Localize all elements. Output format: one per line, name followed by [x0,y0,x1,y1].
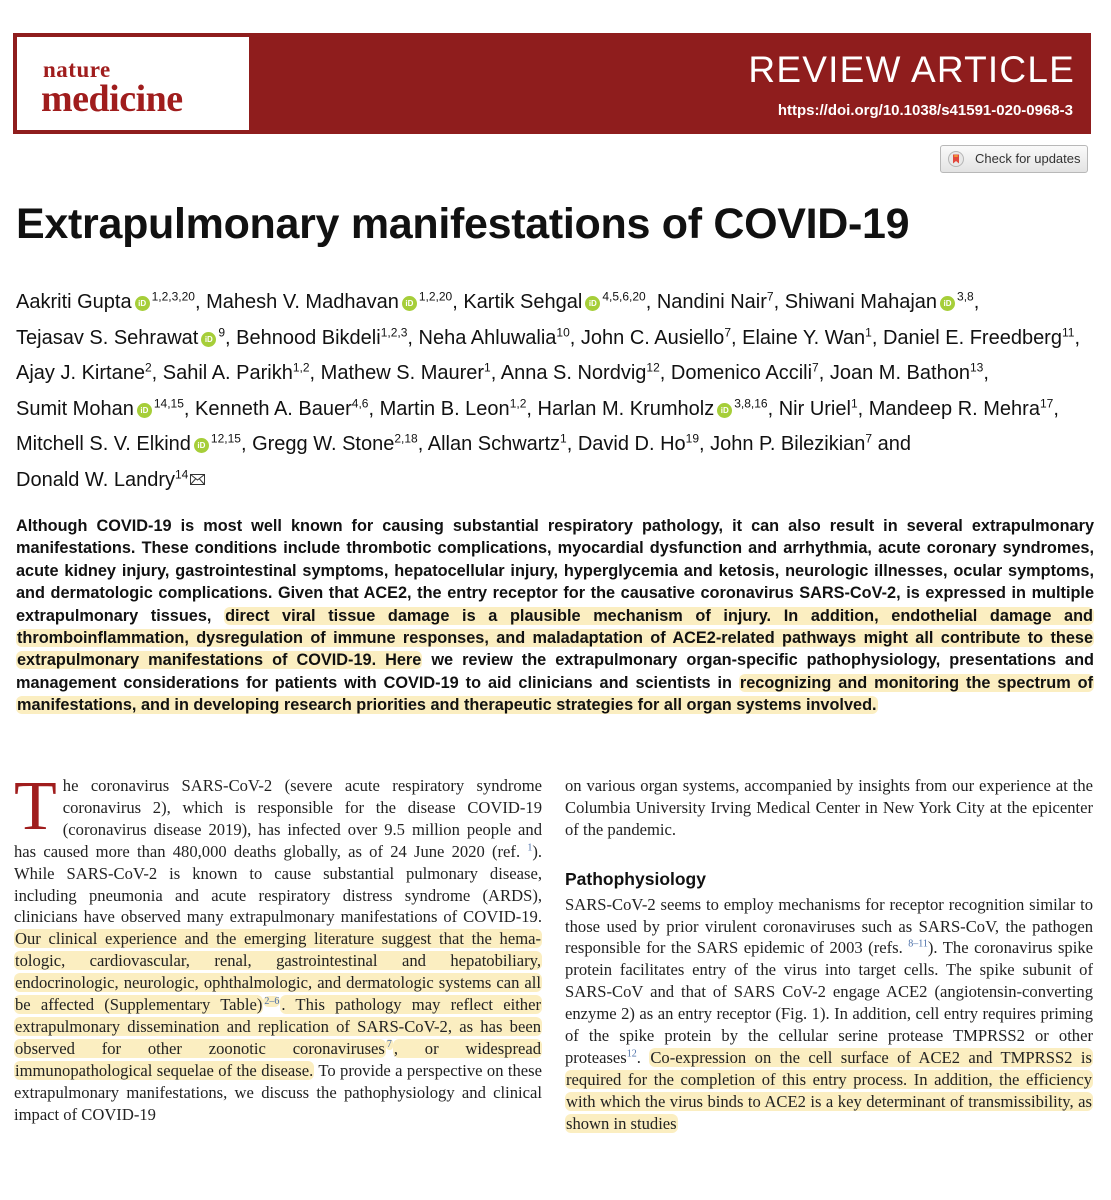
author-name[interactable] [321,362,491,384]
author-name[interactable] [537,395,768,420]
author-separator: , [871,326,883,349]
affiliation-numbers: 2 [144,360,152,375]
intro-continuation-paragraph [565,775,1093,841]
author-separator: , [309,362,321,384]
author-name-text: Harlan M. Krumholz [537,397,715,420]
author-name-text: David D. Ho [577,433,686,455]
pathophysiology-paragraph [565,894,1093,1135]
check-for-updates-label: Check for updates [975,151,1081,166]
affiliation-numbers: 12 [646,360,660,375]
author-name-text: Ajay J. Kirtane [16,362,145,384]
author-name-text: Allan Schwartz [427,433,561,455]
author-separator: , [659,362,671,384]
citation-ref[interactable]: 8–11 [908,938,928,950]
author-separator: , [699,433,711,455]
affiliation-numbers: 17 [1039,395,1054,410]
orcid-icon[interactable]: iD [585,296,600,311]
author-separator: , [857,397,869,420]
text-run: he coronavirus SARS-CoV-2 (severe acute respiratory syndrome coronavirus 2), which is responsible for the disease COVID-19 (coronavirus disease 2019), has infected over 9.5 million people and has caused more than 480,000 deaths globally, as of 24 June 2020 (ref. [14,776,542,861]
author-name[interactable] [830,362,983,384]
author-name[interactable] [657,291,774,313]
body-column-right [565,775,1093,1135]
citation-ref[interactable]: 2–6 [264,995,280,1007]
author-name[interactable] [252,433,418,455]
orcid-icon[interactable]: iD [717,403,732,418]
drop-cap: T [14,768,57,845]
author-separator: , [645,291,657,313]
citation-ref[interactable]: 12 [626,1048,637,1060]
text-run: ). The coronavirus spike protein facilitates entry of the virus into target cells. The spike subunit of SARS-CoV and that of SARS CoV-2 engage ACE2 (angiotensin-converting enzyme 2) as an entry receptor (Fig. 1). In addition, cell entry requires priming of the spike protein by the cellular serine protease TMPRSS2 or other proteases [565,938,1093,1067]
highlighted-text: Co-expression on the cell surface of ACE2 and TMPRSS2 is required for the completion of this entry process. In addition, the efficiency with which the virus binds to ACE2 is a key determinant of transmissibility, as shown in studies [566,1047,1092,1133]
author-name[interactable] [710,433,872,455]
text-run: on various organ systems, accompanied by insights from our experience at the Columbia University Irving Medical Center in New York City at the epicenter of the pandemic. [565,776,1093,839]
author-name-text: John C. Ausiello [580,326,725,349]
author-name-text: Gregg W. Stone [252,433,395,455]
author-name[interactable] [236,324,408,349]
journal-header [13,33,1091,134]
affiliation-numbers: 1,2,3 [380,324,408,339]
author-name-text: Aakriti Gupta [16,291,132,313]
affiliation-numbers: 9 [218,324,226,339]
author-name-text: Nandini Nair [656,291,767,313]
text-run: To provide a perspective on these extrapulmonary manifestations, we discuss the pathophysiology and clinical impact of COVID-19 [14,1060,542,1124]
author-name[interactable] [868,395,1054,420]
affiliation-numbers: 7 [766,289,774,304]
author-name-text: Behnood Bikdeli [236,326,381,349]
author-name[interactable] [578,433,699,455]
affiliation-numbers: 12,15 [210,431,241,446]
affiliation-numbers: 1,2,20 [418,289,453,304]
text-run: . [636,1047,650,1067]
affiliation-numbers: 3,8 [957,289,974,304]
journal-logo[interactable] [17,37,249,130]
orcid-icon[interactable]: iD [402,296,417,311]
affiliation-numbers: 10 [556,324,570,339]
affiliation-numbers: 13 [969,360,984,375]
author-separator: , [452,291,464,313]
highlighted-text: Our clinical experience and the emerging literature suggest that the hematologic, cardiovascular, renal, gastrointestinal and hepatobiliary, endocrinologic, neurologic, ophthalmologic, and dermatologic systems can all be affected (Supplementary Table) [15,929,541,1015]
author-name-text: Donald W. Landry [16,468,175,491]
affiliation-numbers: 4,5,6,20 [602,289,646,304]
author-name[interactable] [379,395,527,420]
affiliation-numbers: 4,6 [351,395,369,410]
author-name[interactable] [882,324,1075,349]
logo-nature-text: nature [43,57,111,82]
orcid-icon[interactable]: iD [194,438,209,453]
orcid-icon[interactable]: iD [135,296,150,311]
author-name[interactable] [501,362,660,384]
author-separator: , [1074,326,1080,349]
author-name[interactable] [778,395,858,420]
author-name[interactable] [16,362,152,384]
author-name-text: Tejasav S. Sehrawat [16,326,199,349]
author-name[interactable] [463,291,645,313]
author-name-text: Kenneth A. Bauer [195,397,352,420]
affiliation-numbers: 1 [484,360,491,375]
crossmark-icon [948,151,964,167]
author-name-text: Kartik Sehgal [463,291,583,313]
author-separator: , [973,291,980,313]
email-icon[interactable] [190,474,205,485]
affiliation-numbers: 7 [812,360,819,375]
highlighted-text: , or widespread immunopathological sequelae of the disease. [15,1038,541,1080]
affiliation-numbers: 7 [724,324,731,339]
author-name-text: Mahesh V. Madhavan [206,291,399,313]
author-name-text: Sumit Mohan [16,397,134,420]
author-name[interactable] [195,395,369,420]
author-name-text: Mathew S. Maurer [320,362,485,384]
affiliation-numbers: 3,8,16 [734,395,768,410]
author-name-text: Mitchell S. V. Elkind [16,433,191,455]
author-separator: , [983,362,989,384]
author-name[interactable] [418,324,570,349]
citation-ref[interactable]: 1 [527,842,533,854]
author-name[interactable] [671,362,819,384]
author-separator: , [569,326,581,349]
text-run: Although COVID-19 is most well known for causing substantial respiratory pathology, it can also result in several extrapulmonary manifestations. These conditions include thrombotic complications, myocardial dysfunction and arrhythmia, acute coronary syndromes, acute kidney injury, gastrointestinal symptoms, hepatocellular injury, hyperglycemia and ketosis, neurologic illnesses, ocular symptoms, and dermatologic complications. Given that ACE2, the entry receptor for the causative coronavirus SARS-CoV-2, is expressed in multiple extrapulmonary tissues, [16,517,1094,625]
intro-paragraph [14,768,542,1126]
author-separator: , [368,397,380,420]
citation-ref[interactable]: 7 [386,1039,392,1051]
author-separator: , [194,291,207,313]
affiliation-numbers: 19 [685,431,699,446]
author-name-text: Elaine Y. Wan [742,326,866,349]
author-name[interactable] [580,324,731,349]
author-separator: , [407,326,419,349]
author-name[interactable] [785,291,974,313]
text-run: SARS-CoV-2 seems to employ mechanisms for receptor recognition similar to those used by prior virulent coronaviruses such as SARS-CoV, the pathogen responsible for the SARS epidemic of 2003 (refs. [565,894,1093,958]
author-separator: , [151,362,163,384]
orcid-icon[interactable]: iD [201,332,216,347]
author-separator: , [417,433,428,455]
author-list [16,285,1096,498]
author-name[interactable] [742,324,872,349]
author-name[interactable] [16,466,205,491]
author-separator: , [183,397,195,420]
author-name[interactable] [16,324,226,349]
logo-medicine-text: medicine [41,78,183,120]
highlighted-text: . This pathology may reflect either extrapulmonary dissemination and replication of SARS-CoV-2, as has been observed for other zoonotic coronaviruses [15,995,541,1058]
orcid-icon[interactable]: iD [940,296,955,311]
highlighted-text: direct viral tissue damage is a plausible mechanism of injury. In addition, endothelial damage and thromboinflammation, dysregulation of immune responses, and maladaptation of ACE2-related pathways might all contribute to these extrapulmonary manifestations of COVID-19. Here [17,606,1093,670]
author-separator: , [731,326,743,349]
author-separator: , [240,433,253,455]
author-separator: , [566,433,578,455]
affiliation-numbers: 14,15 [153,395,184,410]
abstract [16,515,1094,717]
article-type-label: REVIEW ARTICLE [748,49,1075,90]
author-name-text: Mandeep R. Mehra [868,397,1040,420]
author-separator: , [773,291,785,313]
affiliation-numbers: 11 [1061,324,1075,339]
affiliation-numbers: 2,18 [394,431,418,446]
text-run: ). While SARS-CoV-2 is known to cause substantial pulmonary disease, including pneumonia and acute respiratory distress syndrome (ARDS), clinicians have observed many extrapulmonary manifestations of COVID-19. [14,841,542,927]
highlighted-text: recognizing and monitoring the spectrum of manifestations, and in developing research priorities and therapeutic strategies for all organ systems involved. [17,673,1093,715]
affiliation-numbers: 1 [850,395,858,410]
affiliation-numbers: 1,2 [292,360,310,375]
author-name-text: Shiwani Mahajan [784,291,938,313]
author-name[interactable] [428,433,567,455]
check-for-updates-button[interactable] [940,145,1088,173]
author-name[interactable] [163,362,310,384]
affiliation-numbers: 7 [865,431,873,446]
body-column-left [14,768,542,1126]
doi-link[interactable]: https://doi.org/10.1038/s41591-020-0968-3 [777,102,1073,119]
author-name[interactable] [206,291,452,313]
author-name-text: Domenico Accili [670,362,813,384]
section-heading-pathophysiology: Pathophysiology [565,868,706,889]
author-separator: , [225,326,237,349]
author-name-text: Joan M. Bathon [829,362,970,384]
author-name-text: John P. Bilezikian [710,433,866,455]
text-run: we review the extrapulmonary organ-specific pathophysiology, presentations and management considerations for patients with COVID-19 to aid clinicians and scientists in [16,651,1094,692]
author-name-text: Nir Uriel [778,397,851,420]
author-name-text: Daniel E. Freedberg [882,326,1062,349]
author-separator: , [1053,397,1059,420]
affiliation-numbers: 1 [865,324,872,339]
author-separator: , [490,362,501,384]
author-separator: , [767,397,779,420]
affiliation-numbers: 14 [174,466,189,481]
author-name-text: Neha Ahluwalia [418,326,557,349]
author-name-text: Martin B. Leon [379,397,510,420]
orcid-icon[interactable]: iD [137,403,152,418]
affiliation-numbers: 1,2,3,20 [151,289,195,304]
author-separator: , [526,397,538,420]
author-name-text: Anna S. Nordvig [500,362,647,384]
author-name-text: Sahil A. Parikh [162,362,293,384]
author-separator: and [872,433,912,455]
author-name[interactable] [16,291,195,313]
author-name[interactable] [16,433,241,455]
author-separator: , [818,362,830,384]
author-name[interactable] [16,395,184,420]
article-title: Extrapulmonary manifestations of COVID-19 [16,200,910,248]
affiliation-numbers: 1,2 [509,395,527,410]
affiliation-numbers: 1 [560,431,567,446]
